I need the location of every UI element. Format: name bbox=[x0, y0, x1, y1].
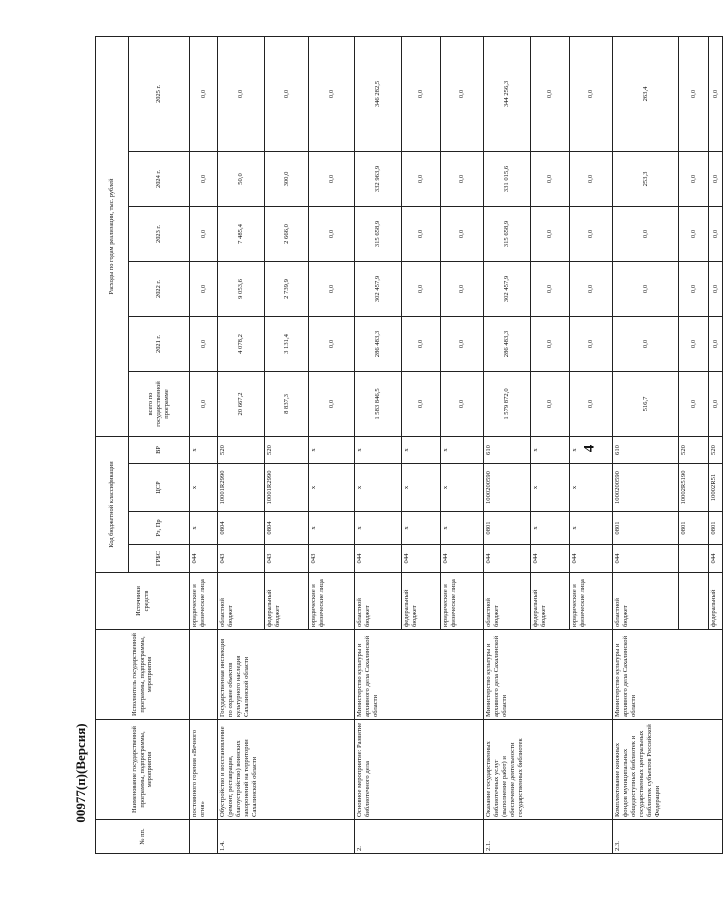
cell-total: 0,0 bbox=[309, 372, 355, 437]
table-row bbox=[613, 36, 679, 853]
header-vr: ВР bbox=[129, 437, 190, 464]
cell-vr: x bbox=[355, 437, 402, 464]
cell-executor: Министерство культуры и архивного дела Сахалинской области bbox=[613, 630, 723, 720]
cell-source: юридические и физические лица bbox=[441, 573, 484, 630]
cell-name: Основное мероприятие: Развитие библиотечного дела bbox=[355, 720, 484, 820]
cell-vr: 610 bbox=[484, 437, 531, 464]
cell-source: юридические и физические лица bbox=[190, 573, 218, 630]
cell-y2022: 0,0 bbox=[613, 262, 679, 317]
cell-y2022: 0,0 bbox=[402, 262, 441, 317]
cell-total: 0,0 bbox=[190, 372, 218, 437]
cell-source: юридические и физические лица bbox=[570, 573, 613, 630]
header-2021: 2021 г. bbox=[129, 317, 190, 372]
cell-grbs: 044 bbox=[190, 545, 218, 573]
cell-total: 0,0 bbox=[570, 372, 613, 437]
page-number: 4 bbox=[581, 444, 598, 453]
cell-y2021: 0,0 bbox=[190, 317, 218, 372]
cell-y2025: 0,0 bbox=[218, 36, 265, 151]
cell-y2023: 0,0 bbox=[709, 207, 723, 262]
cell-y2022: 302 457,9 bbox=[484, 262, 531, 317]
cell-y2024: 332 963,9 bbox=[355, 152, 402, 207]
cell-vr: x bbox=[441, 437, 484, 464]
cell-rzpr: x bbox=[190, 512, 218, 545]
cell-y2024: 300,0 bbox=[265, 152, 309, 207]
cell-y2025: 263,4 bbox=[613, 36, 679, 151]
cell-total: 0,0 bbox=[531, 372, 570, 437]
cell-name: Комплектование книжных фондов муниципальных общедоступных библиотек и государственных центральных библиотек субъектов Российской Федерации bbox=[613, 720, 723, 820]
cell-name: Оказание государственных библиотечных услуг (выполнение работ) и обеспечение деятельности государственных библиотек bbox=[484, 720, 613, 820]
cell-y2022: 9 053,6 bbox=[218, 262, 265, 317]
table-row bbox=[218, 36, 265, 853]
cell-csr: x bbox=[441, 464, 484, 512]
cell-vr: x bbox=[190, 437, 218, 464]
header-2024: 2024 г. bbox=[129, 152, 190, 207]
cell-vr: 520 bbox=[679, 437, 709, 464]
cell-total: 20 667,2 bbox=[218, 372, 265, 437]
cell-y2022: 302 457,9 bbox=[355, 262, 402, 317]
header-name: Наименование государственной программы, подпрограммы, мероприятия bbox=[96, 720, 190, 820]
cell-y2025: 0,0 bbox=[531, 36, 570, 151]
cell-rzpr: 0801 bbox=[484, 512, 531, 545]
table-body bbox=[190, 36, 723, 853]
cell-csr: 10001R2990 bbox=[265, 464, 309, 512]
cell-csr: 10001R2990 bbox=[218, 464, 265, 512]
cell-grbs: 043 bbox=[218, 545, 265, 573]
cell-grbs: 044 bbox=[441, 545, 484, 573]
cell-rzpr: x bbox=[570, 512, 613, 545]
cell-rzpr: x bbox=[355, 512, 402, 545]
cell-y2023: 2 666,0 bbox=[265, 207, 309, 262]
cell-y2021: 3 131,4 bbox=[265, 317, 309, 372]
cell-y2023: 0,0 bbox=[570, 207, 613, 262]
cell-grbs: 044 bbox=[709, 545, 723, 573]
cell-total: 0,0 bbox=[441, 372, 484, 437]
cell-y2024: 0,0 bbox=[309, 152, 355, 207]
header-csr: ЦСР bbox=[129, 464, 190, 512]
cell-source bbox=[679, 573, 709, 630]
cell-y2021: 0,0 bbox=[709, 317, 723, 372]
cell-y2024: 0,0 bbox=[190, 152, 218, 207]
cell-total: 0,0 bbox=[709, 372, 723, 437]
cell-y2024: 0,0 bbox=[531, 152, 570, 207]
cell-csr: x bbox=[355, 464, 402, 512]
cell-y2025: 0,0 bbox=[441, 36, 484, 151]
cell-y2023: 7 485,4 bbox=[218, 207, 265, 262]
cell-csr: 1000200590 bbox=[484, 464, 531, 512]
cell-executor: Государственная инспекция по охране объектов культурного наследия Сахалинской области bbox=[218, 630, 355, 720]
cell-rzpr: x bbox=[309, 512, 355, 545]
cell-num bbox=[190, 820, 218, 854]
header-years-group: Расходы по годам реализации, тыс. рублей bbox=[96, 36, 129, 436]
cell-y2022: 0,0 bbox=[190, 262, 218, 317]
cell-y2021: 286 483,3 bbox=[355, 317, 402, 372]
table-row bbox=[484, 36, 531, 853]
cell-source: федеральный bbox=[709, 573, 723, 630]
cell-num: 2.3. bbox=[613, 820, 723, 854]
cell-y2022: 0,0 bbox=[441, 262, 484, 317]
cell-csr: x bbox=[402, 464, 441, 512]
cell-rzpr: x bbox=[402, 512, 441, 545]
cell-csr: x bbox=[570, 464, 613, 512]
cell-grbs: 044 bbox=[531, 545, 570, 573]
cell-y2021: 286 483,3 bbox=[484, 317, 531, 372]
header-grbs: ГРБС bbox=[129, 545, 190, 573]
cell-y2022: 0,0 bbox=[570, 262, 613, 317]
cell-csr: x bbox=[190, 464, 218, 512]
cell-y2025: 0,0 bbox=[570, 36, 613, 151]
cell-y2021: 0,0 bbox=[309, 317, 355, 372]
cell-source: областной бюджет bbox=[613, 573, 679, 630]
header-code-group: Код бюджетной классификации bbox=[96, 437, 129, 573]
cell-total: 8 837,3 bbox=[265, 372, 309, 437]
cell-rzpr: x bbox=[441, 512, 484, 545]
budget-table bbox=[95, 36, 723, 854]
header-rzpr: Рз, Пр bbox=[129, 512, 190, 545]
cell-y2023: 0,0 bbox=[531, 207, 570, 262]
header-2023: 2023 г. bbox=[129, 207, 190, 262]
cell-rzpr: 0801 bbox=[709, 512, 723, 545]
cell-grbs: 044 bbox=[402, 545, 441, 573]
header-num: № пп. bbox=[96, 820, 190, 854]
header-2025: 2025 г. bbox=[129, 36, 190, 151]
cell-y2025: 344 256,3 bbox=[484, 36, 531, 151]
cell-rzpr: 0801 bbox=[613, 512, 679, 545]
cell-grbs: 044 bbox=[355, 545, 402, 573]
cell-vr: 610 bbox=[613, 437, 679, 464]
cell-grbs: 043 bbox=[265, 545, 309, 573]
cell-source: федеральный бюджет bbox=[531, 573, 570, 630]
cell-y2023: 0,0 bbox=[679, 207, 709, 262]
cell-y2025: 0,0 bbox=[402, 36, 441, 151]
cell-y2021: 0,0 bbox=[679, 317, 709, 372]
cell-rzpr: 0801 bbox=[679, 512, 709, 545]
cell-y2022: 2 739,9 bbox=[265, 262, 309, 317]
cell-total: 0,0 bbox=[402, 372, 441, 437]
rotated-table-container bbox=[95, 37, 719, 854]
cell-y2025: 0,0 bbox=[309, 36, 355, 151]
cell-y2024: 0,0 bbox=[570, 152, 613, 207]
cell-y2023: 0,0 bbox=[309, 207, 355, 262]
cell-y2025: 0,0 bbox=[679, 36, 709, 151]
cell-source: областной бюджет bbox=[355, 573, 402, 630]
cell-y2023: 0,0 bbox=[441, 207, 484, 262]
cell-source: юридические и физические лица bbox=[309, 573, 355, 630]
cell-executor bbox=[190, 630, 218, 720]
header-2022: 2022 г. bbox=[129, 262, 190, 317]
cell-vr: x bbox=[531, 437, 570, 464]
cell-grbs bbox=[679, 545, 709, 573]
table-row bbox=[355, 36, 402, 853]
cell-y2023: 315 658,9 bbox=[484, 207, 531, 262]
cell-source: областной бюджет bbox=[484, 573, 531, 630]
cell-y2025: 0,0 bbox=[265, 36, 309, 151]
cell-total: 0,0 bbox=[679, 372, 709, 437]
cell-vr: x bbox=[402, 437, 441, 464]
cell-executor: Министерство культуры и архивного дела Сахалинской области bbox=[484, 630, 613, 720]
cell-vr: 520 bbox=[265, 437, 309, 464]
cell-y2022: 0,0 bbox=[531, 262, 570, 317]
cell-rzpr: x bbox=[531, 512, 570, 545]
header-total: всего по государственной программе bbox=[129, 372, 190, 437]
header-executor: Исполнитель государственной программы, подпрограммы, мероприятия bbox=[96, 630, 190, 720]
cell-total: 516,7 bbox=[613, 372, 679, 437]
cell-y2024: 331 015,6 bbox=[484, 152, 531, 207]
cell-grbs: 044 bbox=[570, 545, 613, 573]
document-code: 00977(п)(Версия) bbox=[73, 723, 88, 823]
cell-total: 1 583 846,5 bbox=[355, 372, 402, 437]
cell-csr: 10002R5190 bbox=[679, 464, 709, 512]
cell-name: Обустройство и восстановление (ремонт, реставрация, благоустройство) воинских захоронений на территории Сахалинской области bbox=[218, 720, 355, 820]
table-row bbox=[190, 36, 218, 853]
cell-csr: x bbox=[309, 464, 355, 512]
cell-y2022: 0,0 bbox=[309, 262, 355, 317]
cell-y2025: 346 282,5 bbox=[355, 36, 402, 151]
cell-y2022: 0,0 bbox=[679, 262, 709, 317]
cell-grbs: 043 bbox=[309, 545, 355, 573]
cell-vr: 520 bbox=[709, 437, 723, 464]
cell-y2021: 0,0 bbox=[402, 317, 441, 372]
cell-y2024: 0,0 bbox=[709, 152, 723, 207]
cell-y2024: 50,0 bbox=[218, 152, 265, 207]
cell-source: областной бюджет bbox=[218, 573, 265, 630]
header-source: Источники средств bbox=[96, 573, 190, 630]
cell-vr: x bbox=[309, 437, 355, 464]
cell-source: федеральный бюджет bbox=[265, 573, 309, 630]
cell-y2021: 0,0 bbox=[613, 317, 679, 372]
cell-executor: Министерство культуры и архивного дела Сахалинской области bbox=[355, 630, 484, 720]
cell-csr: 1000200590 bbox=[613, 464, 679, 512]
cell-csr: x bbox=[531, 464, 570, 512]
cell-y2021: 4 078,2 bbox=[218, 317, 265, 372]
cell-y2024: 253,3 bbox=[613, 152, 679, 207]
cell-y2021: 0,0 bbox=[531, 317, 570, 372]
cell-num: 1.4. bbox=[218, 820, 355, 854]
cell-grbs: 044 bbox=[613, 545, 679, 573]
cell-y2023: 0,0 bbox=[190, 207, 218, 262]
cell-total: 1 579 872,0 bbox=[484, 372, 531, 437]
cell-rzpr: 0804 bbox=[218, 512, 265, 545]
cell-num: 2. bbox=[355, 820, 484, 854]
cell-num: 2.1. bbox=[484, 820, 613, 854]
cell-y2023: 0,0 bbox=[613, 207, 679, 262]
cell-vr: 520 bbox=[218, 437, 265, 464]
cell-y2023: 0,0 bbox=[402, 207, 441, 262]
cell-y2021: 0,0 bbox=[441, 317, 484, 372]
cell-y2025: 0,0 bbox=[709, 36, 723, 151]
cell-rzpr: 0804 bbox=[265, 512, 309, 545]
cell-y2023: 315 658,9 bbox=[355, 207, 402, 262]
cell-y2024: 0,0 bbox=[679, 152, 709, 207]
cell-source: федеральный бюджет bbox=[402, 573, 441, 630]
cell-grbs: 044 bbox=[484, 545, 531, 573]
cell-y2024: 0,0 bbox=[441, 152, 484, 207]
cell-csr: 10002R51 bbox=[709, 464, 723, 512]
cell-y2025: 0,0 bbox=[190, 36, 218, 151]
cell-y2022: 0,0 bbox=[709, 262, 723, 317]
cell-name: постоянного горения «Вечного огня» bbox=[190, 720, 218, 820]
cell-vr: x bbox=[570, 437, 613, 464]
cell-y2024: 0,0 bbox=[402, 152, 441, 207]
cell-y2021: 0,0 bbox=[570, 317, 613, 372]
